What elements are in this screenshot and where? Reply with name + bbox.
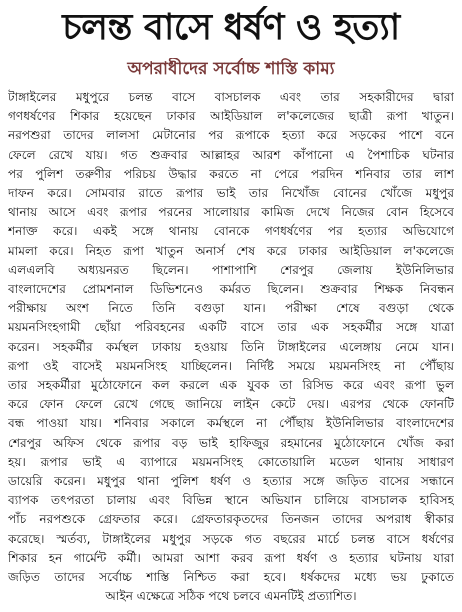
- headline: চলন্ত বাসে ধর্ষণ ও হত্যা: [62, 7, 400, 48]
- body-line: থানায় আসে এবং রূপার পরনের সালোয়ার কামিজ দেখে নিজের বোন হিসেবে: [8, 205, 454, 220]
- body-line: হয়। রূপার ভাই এ ব্যাপারে ময়মনসিংহ কোতোয়ালি মডেল থানায় সাধারণ: [8, 454, 454, 469]
- body-line: মামলা করে। নিহত রূপা খাতুন অনার্স শেষ করে ঢাকার আইডিয়াল ল'কলেজে: [8, 243, 454, 258]
- body-line: শিকার হন গার্মেন্ট কর্মী। আমরা আশা করব রূপা ধর্ষণ ও হত্যার ঘটনায় যারা: [8, 550, 454, 565]
- body-line: ময়মনসিংহগামী ছোঁয়া পরিবহনের একটি বাসে তার এক সহকর্মীর সঙ্গে যাত্রা: [8, 320, 454, 335]
- body-line: গণধর্ষণের শিকার হয়েছেন ঢাকার আইডিয়াল ল'কলেজের ছাত্রী রূপা খাতুন।: [8, 109, 454, 124]
- body-line: দাফন করে। সোমবার রাতে রূপার ভাই তার নিখোঁজ বোনের খোঁজে মধুপুর: [8, 186, 454, 201]
- body-line: টাঙ্গাইলের মধুপুরে চলন্ত বাসে বাসচালক এবং তার সহকারীদের দ্বারা: [8, 90, 454, 104]
- body-line: জড়িত তাদের সর্বোচ্চ শাস্তি নিশ্চিত করা হবে। ধর্ষকদের মধ্যে ভয় ঢুকাতে: [8, 570, 454, 585]
- body-line: শেরপুর অফিস থেকে রূপার বড় ভাই হাফিজুর রহমানের মুঠোফোনে খোঁজ করা: [8, 435, 454, 450]
- body-line: করে ফোন ফেলে রেখে গেছে জানিয়ে লাইন কেটে দেয়। এরপর থেকে ফোনটি: [8, 397, 454, 412]
- body-line-last: আইন এক্ষেত্রে সঠিক পথে চলবে এমনটিই প্রত্যাশিত।: [105, 589, 357, 604]
- body-line: পর পুলিশ তরুণীর পরিচয় উদ্ধার করতে না পেরে পরদিন শনিবার তার লাশ: [8, 166, 454, 181]
- body-line: রূপা ওই বাসেই ময়মনসিংহ যাচ্ছিলেন। নির্দিষ্ট সময়ে ময়মনসিংহ না পৌঁছায়: [8, 358, 454, 373]
- body-line: এলএলবি অধ্যয়নরত ছিলেন। পাশাপাশি শেরপুর জেলায় ইউনিলিভার: [8, 262, 454, 277]
- body-line: তার সহকর্মীরা মুঠোফোনে কল করলে এক যুবক তা রিসিভ করে এবং রূপা ভুল: [8, 378, 454, 393]
- body-line: ব্যাপক তৎপরতা চালায় এবং বিভিন্ন স্থানে অভিযান চালিয়ে বাসচালক হাবিসহ: [8, 493, 454, 508]
- subheadline: অপরাধীদের সর্বোচ্চ শাস্তি কাম্য: [127, 59, 335, 79]
- body-line: শনাক্ত করে। একই সঙ্গে থানায় বোনকে গণধর্ষণের পর হত্যার অভিযোগে: [8, 224, 454, 239]
- body-line: ডায়েরি করেন। মধুপুর থানা পুলিশ ধর্ষণ ও হত্যার সঙ্গে জড়িত বাসের সন্ধানে: [8, 474, 454, 489]
- body-line: বন্ধ পাওয়া যায়। শনিবার সকালে কর্মস্থলে না পৌঁছায় ইউনিলিভার বাংলাদেশের: [8, 416, 454, 431]
- body-line: পরীক্ষায় অংশ নিতে তিনি বগুড়া যান। পরীক্ষা শেষে বগুড়া থেকে: [8, 301, 454, 316]
- body-line: ফেলে রেখে যায়। গত শুক্রবার আল্লাহর আরশ কাঁপানো এ পৈশাচিক ঘটনার: [8, 147, 454, 162]
- body-line: পাঁচ নরপশুকে গ্রেফতার করে। গ্রেফতারকৃতদের তিনজন তাদের অপরাধ স্বীকার: [8, 512, 454, 527]
- body-line: করেছে। স্মর্তব্য, টাঙ্গাইলের মধুপুর সড়কে গত বছরের মার্চে চলন্ত বাসে ধর্ষণের: [8, 531, 454, 546]
- body-line: নরপশুরা তাদের লালসা মেটানোর পর রূপাকে হত্যা করে সড়কের পাশে বনে: [8, 128, 454, 143]
- body-line: করেন। সহকর্মীর কর্মস্থল ঢাকায় হওয়ায় তিনি টাঙ্গাইলের এলেঙ্গায় নেমে যান।: [8, 339, 454, 354]
- body-line: বাংলাদেশের প্রোমশনাল ডিভিশনেও কর্মরত ছিলেন। শুক্রবার শিক্ষক নিবন্ধন: [8, 282, 454, 297]
- article-body: [8, 88, 454, 606]
